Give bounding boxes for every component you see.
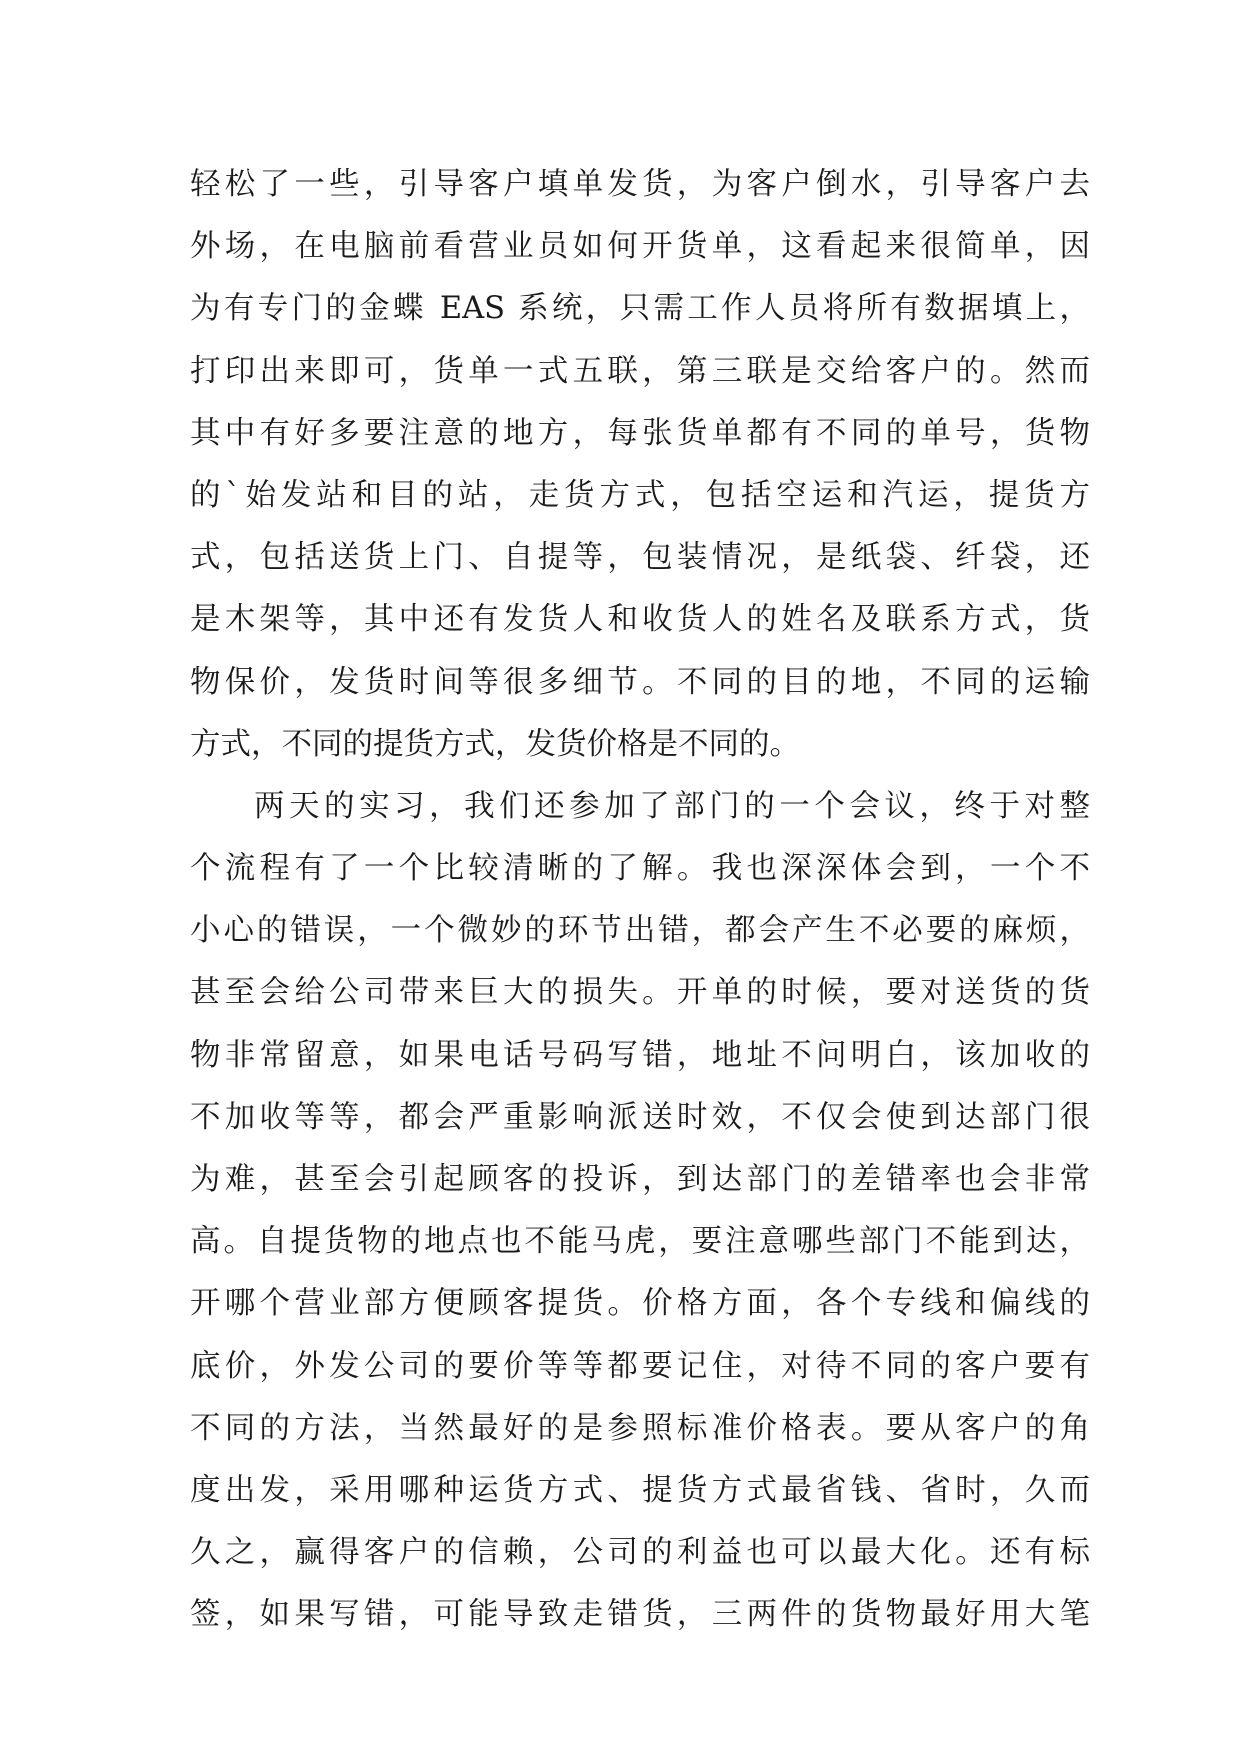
text-line: 方式，不同的提货方式，发货价格是不同的。	[190, 726, 800, 762]
text-line: 外场，在电脑前看营业员如何开货单，这看起来很简单，因	[190, 229, 1090, 265]
text-line: 为有专门的金蝶 EAS 系统，只需工作人员将所有数据填上，	[190, 291, 1090, 327]
text-line: 久之，赢得客户的信赖，公司的利益也可以最大化。还有标	[190, 1535, 1090, 1571]
text-line: 其中有好多要注意的地方，每张货单都有不同的单号，货物	[190, 415, 1090, 451]
text-line: 的`始发站和目的站，走货方式，包括空运和汽运，提货方	[190, 477, 1090, 513]
text-line: 为难，甚至会引起顾客的投诉，到达部门的差错率也会非常	[190, 1162, 1090, 1197]
text-line: 底价，外发公司的要价等等都要记住，对待不同的客户要有	[190, 1348, 1090, 1384]
text-line: 甚至会给公司带来巨大的损失。开单的时候，要对送货的货	[190, 975, 1090, 1011]
text-line: 式，包括送货上门、自提等，包装情况，是纸袋、纤袋，还	[190, 540, 1090, 576]
text-line: 不加收等等，都会严重影响派送时效，不仅会使到达部门很	[190, 1099, 1090, 1135]
text-line: 物保价，发货时间等很多细节。不同的目的地，不同的运输	[190, 664, 1090, 700]
text-line: 两天的实习，我们还参加了部门的一个会议，终于对整	[254, 788, 1090, 824]
paragraph-1	[190, 154, 1090, 776]
text-line: 物非常留意，如果电话号码写错，地址不问明白，该加收的	[190, 1037, 1090, 1073]
text-line: 个流程有了一个比较清晰的了解。我也深深体会到，一个不	[190, 851, 1090, 887]
text-line: 度出发，采用哪种运货方式、提货方式最省钱、省时，久而	[190, 1472, 1090, 1508]
body-text	[190, 154, 1090, 1647]
paragraph-2	[190, 776, 1090, 1647]
text-line: 开哪个营业部方便顾客提货。价格方面，各个专线和偏线的	[190, 1286, 1090, 1322]
text-line: 签，如果写错，可能导致走错货，三两件的货物最好用大笔	[190, 1597, 1090, 1633]
text-line: 是木架等，其中还有发货人和收货人的姓名及联系方式，货	[190, 602, 1090, 638]
text-line: 轻松了一些，引导客户填单发货，为客户倒水，引导客户去	[190, 167, 1090, 202]
text-line: 打印出来即可，货单一式五联，第三联是交给客户的。然而	[190, 353, 1090, 389]
text-line: 不同的方法，当然最好的是参照标准价格表。要从客户的角	[190, 1410, 1090, 1446]
text-line: 小心的错误，一个微妙的环节出错，都会产生不必要的麻烦，	[190, 913, 1090, 949]
text-line: 高。自提货物的地点也不能马虎，要注意哪些部门不能到达，	[190, 1224, 1090, 1260]
